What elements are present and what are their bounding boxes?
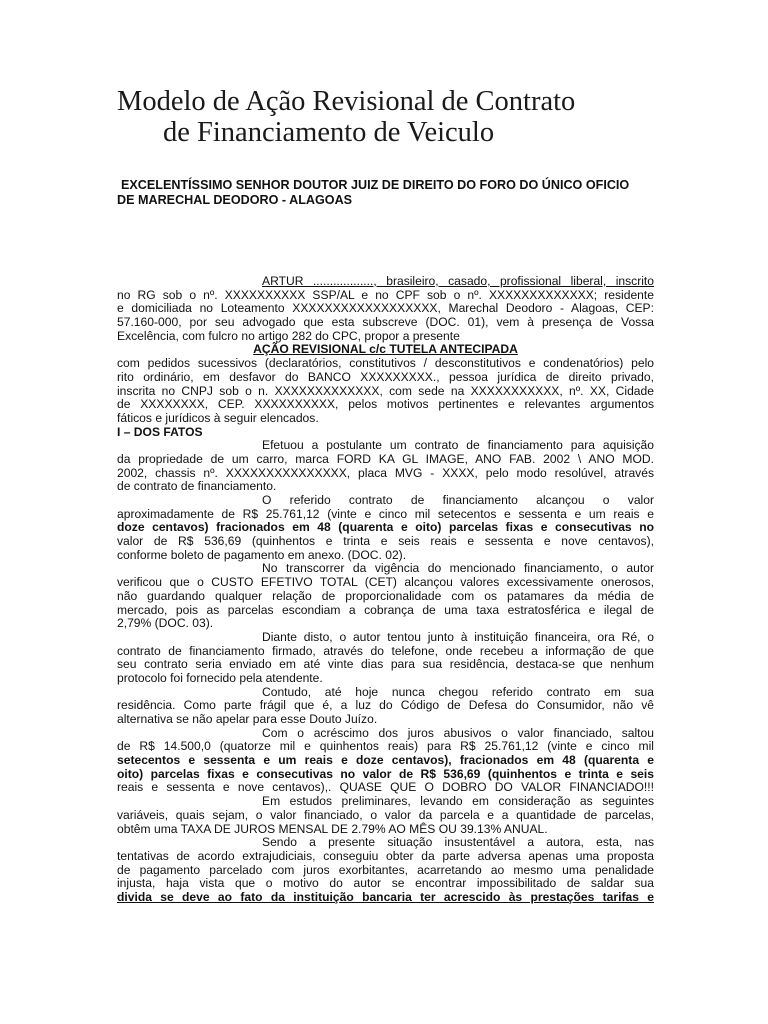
body-line: de pagamento parcelado com juros exorbitantes, acarretando ao mesmo uma penalidade <box>117 862 654 877</box>
body-line: Em estudos preliminares, levando em consideração as seguintes <box>262 794 654 809</box>
body-line: alternativa se não apelar para esse Douto Juízo. <box>117 712 378 726</box>
body-line: Excelência, com fulcro no artigo 282 do CPC, propor a presente <box>117 328 460 343</box>
body-line: variáveis, quais sejam, o valor financiado, o valor da parcela e a quantidade de parcelas, <box>117 807 654 822</box>
title-line-2: de Financiamento de Veiculo <box>163 117 495 148</box>
body-line: com pedidos sucessivos (declaratórios, constitutivos / desconstitutivos e condenatórios) pelo <box>117 356 654 371</box>
body-line: Com o acréscimo dos juros abusivos o valor financiado, saltou <box>262 725 654 740</box>
body-line: injusta, haja vista que o motivo do autor se encontrar impossibilitado de saldar sua <box>117 876 654 891</box>
body-line: contrato de financiamento firmado, através do telefone, onde recebeu a informação de que <box>117 643 654 658</box>
body-line: rito ordinário, em desfavor do BANCO XXXXXXXXX., pessoa jurídica de direito privado, <box>117 369 654 384</box>
body-line: oito) parcelas fixas e consecutivas no valor de R$ 536,69 (quinhentos e trinta e seis <box>117 766 654 781</box>
body-line: de XXXXXXXX, CEP. XXXXXXXXXX, pelos motivos pertinentes e relevantes argumentos <box>117 397 654 412</box>
body-line: conforme boleto de pagamento em anexo. (DOC. 02). <box>117 547 407 562</box>
addressee-line-1: EXCELENTÍSSIMO SENHOR DOUTOR JUIZ DE DIREITO DO FORO DO ÚNICO OFICIO <box>121 178 630 192</box>
body-line: aproximadamente de R$ 25.761,12 (vinte e cinco mil setecentos e sessenta e um reais e <box>117 506 654 521</box>
addressee-heading <box>117 178 662 207</box>
body-line: Efetuou a postulante um contrato de financiamento para aquisição <box>262 438 654 453</box>
body-line: de contrato de financiamento. <box>117 479 277 494</box>
body-line: reais e sessenta e nove centavos),. QUASE QUE O DOBRO DO VALOR FINANCIADO!!! <box>117 780 654 795</box>
body-line: e domiciliada no Loteamento XXXXXXXXXXXXXXXXXX, Marechal Deodoro - Alagoas, CEP: <box>117 301 654 316</box>
petition-body <box>117 275 654 905</box>
body-line: No transcorrer da vigência do mencionado financiamento, o autor <box>262 561 654 576</box>
body-line: da propriedade de um carro, marca FORD KA GL IMAGE, ANO FAB. 2002 \ ANO MOD. <box>117 451 654 466</box>
body-line: protocolo foi fornecido pela atendente. <box>117 670 323 685</box>
body-line: fáticos e jurídicos à seguir elencados. <box>117 410 319 425</box>
body-line: no RG sob o nº. XXXXXXXXXX SSP/AL e no CPF sob o nº. XXXXXXXXXXXXX; residente <box>117 287 654 302</box>
body-line: Diante disto, o autor tentou junto à instituição financeira, ora Ré, o <box>262 629 654 644</box>
body-line: tentativas de acordo extrajudiciais, conseguiu obter da parte adversa apenas uma proposta <box>117 848 654 863</box>
title-line-1: Modelo de Ação Revisional de Contrato <box>117 86 576 117</box>
body-line: 2,79% (DOC. 03). <box>117 616 214 631</box>
body-line: verificou que o CUSTO EFETIVO TOTAL (CET) alcançou valores excessivamente onerosos, <box>117 575 654 590</box>
body-line: seu contrato seria enviado em até vinte dias para sua residência, destaca-se que nenhum <box>117 657 654 672</box>
body-line: valor de R$ 536,69 (quinhentos e trinta e seis reais e sessenta e nove centavos), <box>117 534 654 549</box>
body-line: mercado, pois as parcelas escondiam a cobrança de uma taxa estratosférica e ilegal de <box>117 602 654 617</box>
body-line: ARTUR .................., brasileiro, casado, profissional liberal, inscrito <box>262 274 654 288</box>
body-line: residência. Como parte frágil que é, a luz do Código de Defesa do Consumidor, não vê <box>117 698 654 713</box>
body-line: de R$ 14.500,0 (quatorze mil e quinhentos reais) para R$ 25.761,12 (vinte e cinco mil <box>117 739 654 754</box>
addressee-line-2: DE MARECHAL DEODORO - ALAGOAS <box>117 192 353 207</box>
body-line: inscrita no CNPJ sob o n. XXXXXXXXXXXXX, com sede na XXXXXXXXXXX, nº. XX, Cidade <box>117 383 654 398</box>
body-line: não guardando qualquer relação de proporcionalidade com os patamares da média de <box>117 588 654 603</box>
body-line: O referido contrato de financiamento alcançou o valor <box>262 493 654 507</box>
body-line: Sendo a presente situação insustentável a autora, esta, nas <box>262 835 654 850</box>
body-line: setecentos e sessenta e um reais e doze centavos), fracionados em 48 (quarenta e <box>117 753 654 768</box>
body-line: obtêm uma TAXA DE JUROS MENSAL DE 2.79% AO MÊS OU 39.13% ANUAL. <box>117 821 548 836</box>
document-title <box>117 86 717 148</box>
body-line: 57.160-000, por seu advogado que esta subscreve (DOC. 01), vem à presença de Vossa <box>117 315 654 330</box>
body-line: Contudo, até hoje nunca chegou referido contrato em sua <box>262 684 654 699</box>
body-line: 2002, chassis nº. XXXXXXXXXXXXXXX, placa MVG - XXXX, pelo modo resolúvel, através <box>117 465 654 480</box>
body-line: divida se deve ao fato da instituição bancaria ter acrescido às prestações tarifas e <box>117 889 654 904</box>
action-title: AÇÃO REVISIONAL c/c TUTELA ANTECIPADA <box>253 342 518 357</box>
body-line: doze centavos) fracionados em 48 (quarenta e oito) parcelas fixas e consecutivas no <box>117 520 654 535</box>
section-heading: I – DOS FATOS <box>117 424 203 439</box>
